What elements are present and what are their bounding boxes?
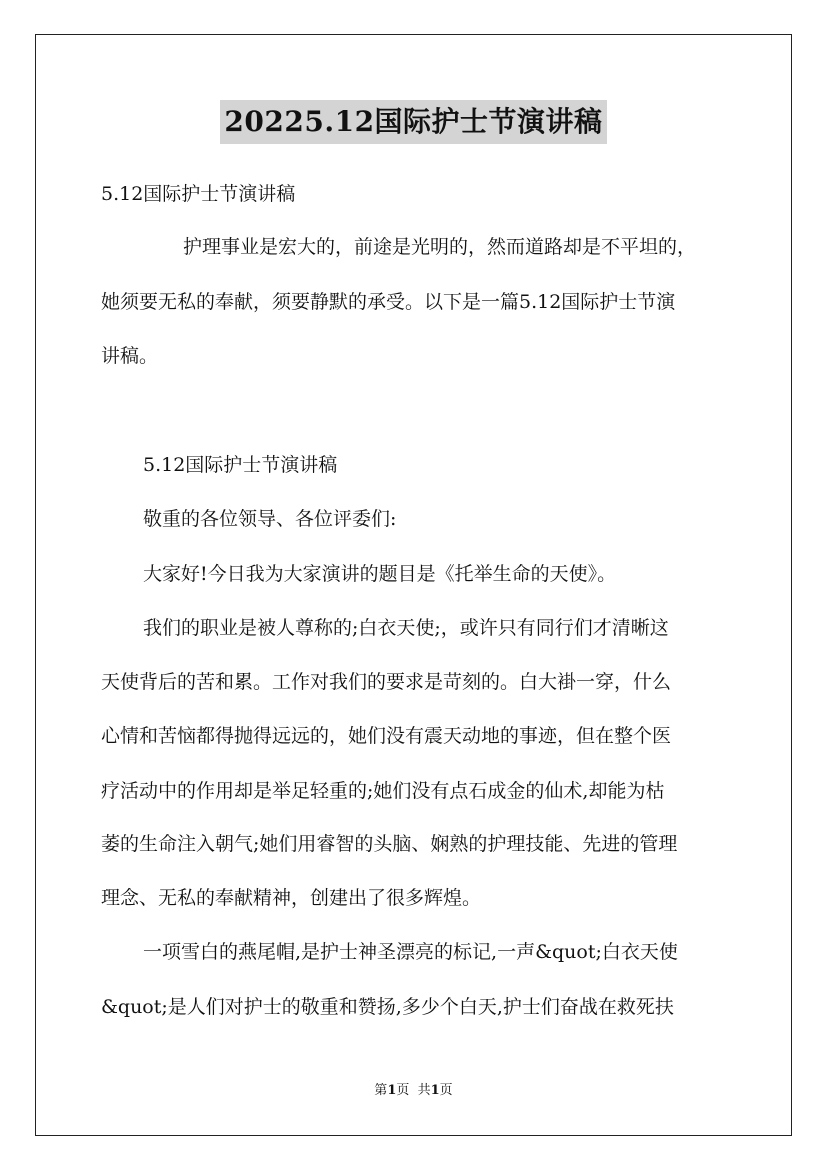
- speech-heading: 5.12国际护士节演讲稿: [143, 454, 338, 476]
- abstract-line-3: 讲稿。: [101, 345, 159, 367]
- footer-prefix: 第: [374, 1083, 388, 1098]
- page-number: 1: [387, 1083, 397, 1098]
- footer-page-suffix: 页 共: [396, 1083, 431, 1098]
- total-pages: 1: [430, 1083, 440, 1098]
- document-title: 20225.12国际护士节演讲稿: [220, 100, 606, 144]
- paragraph-line: 心情和苦恼都得抛得远远的，她们没有震天动地的事迹，但在整个医: [101, 725, 672, 747]
- greeting: 大家好!今日我为大家演讲的题目是《托举生命的天使》。: [143, 563, 617, 585]
- paragraph-line: &quot;是人们对护士的敬重和赞扬,多少个白天,护士们奋战在救死扶: [101, 996, 674, 1018]
- title-container: [0, 100, 827, 144]
- paragraph-line: 天使背后的苦和累。工作对我们的要求是苛刻的。白大褂一穿，什么: [101, 671, 672, 693]
- paragraph-line: 理念、无私的奉献精神，创建出了很多辉煌。: [101, 887, 482, 909]
- page-footer: [0, 1082, 827, 1100]
- footer-total-suffix: 页: [439, 1083, 453, 1098]
- salutation: 敬重的各位领导、各位评委们:: [143, 508, 397, 530]
- abstract-line-1: 护理事业是宏大的，前途是光明的，然而道路却是不平坦的，: [183, 236, 697, 258]
- abstract-line-2: 她须要无私的奉献，须要静默的承受。以下是一篇5.12国际护士节演: [101, 291, 676, 313]
- intro-heading: 5.12国际护士节演讲稿: [101, 183, 296, 205]
- paragraph-line: 我们的职业是被人尊称的;白衣天使;，或许只有同行们才清晰这: [143, 617, 669, 639]
- paragraph-line: 萎的生命注入朝气;她们用睿智的头脑、娴熟的护理技能、先进的管理: [101, 833, 678, 855]
- paragraph-line: 疗活动中的作用却是举足轻重的;她们没有点石成金的仙术,却能为枯: [101, 780, 665, 802]
- paragraph-line: 一项雪白的燕尾帽,是护士神圣漂亮的标记,一声&quot;白衣天使: [143, 941, 678, 963]
